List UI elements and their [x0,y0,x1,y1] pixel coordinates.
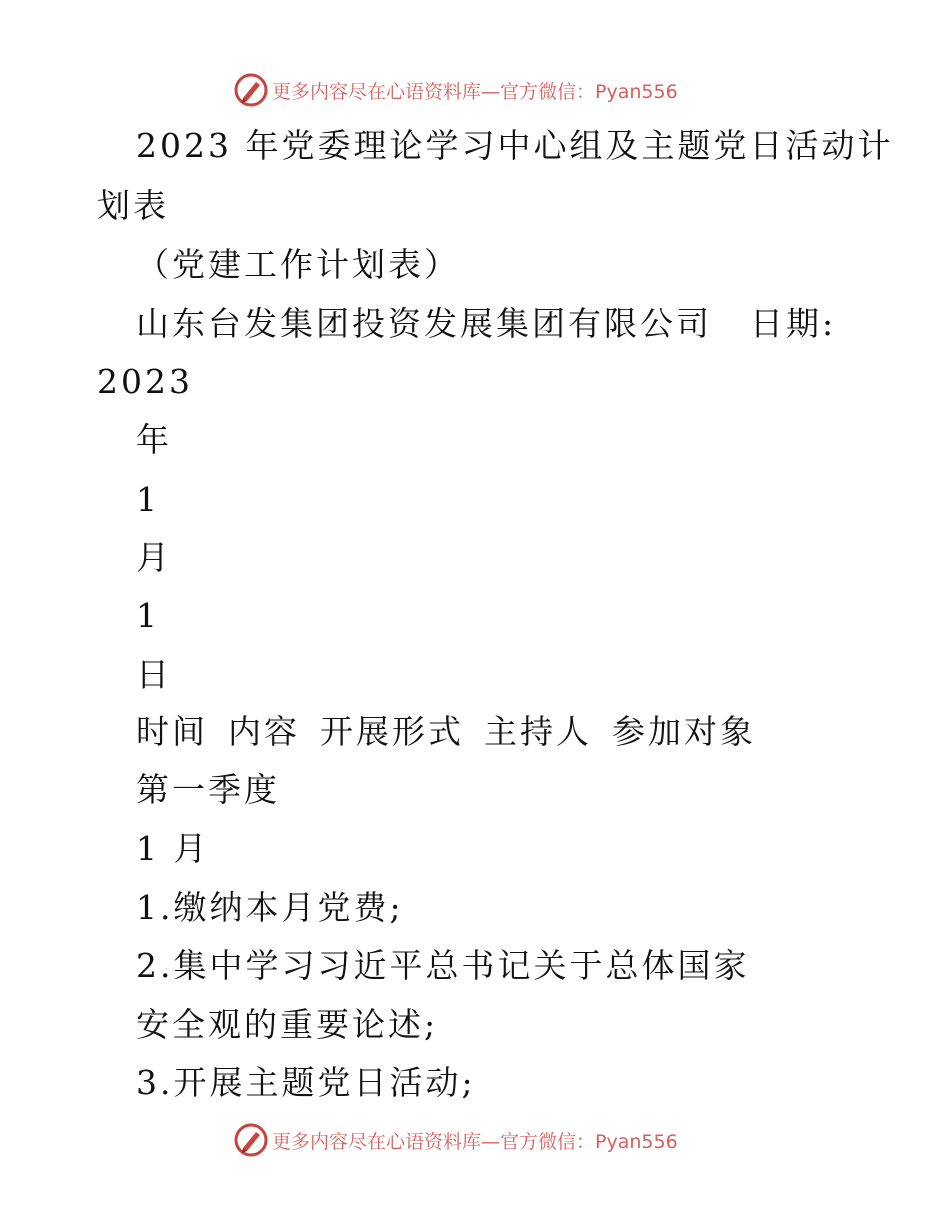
table-header-host: 主持人 [484,712,592,751]
pen-logo-icon [234,73,268,107]
watermark-text: 更多内容尽在心语资料库—官方微信：Pyan556 [272,80,678,103]
date-month-unit: 月 [136,538,172,577]
date-day-unit: 日 [136,655,172,694]
table-header-participants: 参加对象 [612,712,756,751]
header-watermark [234,72,678,108]
date-month: 1 [136,480,160,519]
month-label: 1 月 [136,829,210,868]
company-name: 山东台发集团投资发展集团有限公司 [136,304,712,343]
table-header-time: 时间 [136,712,208,751]
list-item: 1.缴纳本月党费; [136,888,404,927]
list-item: 安全观的重要论述; [136,1005,439,1044]
date-year-unit: 年 [136,420,172,459]
list-item: 2.集中学习习近平总书记关于总体国家 [136,946,750,985]
watermark-text: 更多内容尽在心语资料库—官方微信：Pyan556 [272,1130,678,1153]
document-title-line-2: 划表 [97,186,169,225]
document-subtitle: （党建工作计划表） [136,245,460,284]
footer-watermark [234,1122,678,1158]
company-date-line [136,304,836,344]
pen-logo-icon [234,1123,268,1157]
table-header-content: 内容 [228,712,300,751]
date-year: 2023 [97,362,193,401]
quarter-label: 第一季度 [136,770,280,809]
date-day: 1 [136,596,160,635]
table-header-format: 开展形式 [320,712,464,751]
list-item: 3.开展主题党日活动; [136,1063,476,1102]
document-title-line-1: 2023 年党委理论学习中心组及主题党日活动计 [136,126,894,165]
table-header-row [136,712,756,752]
date-label: 日期: [750,304,837,343]
